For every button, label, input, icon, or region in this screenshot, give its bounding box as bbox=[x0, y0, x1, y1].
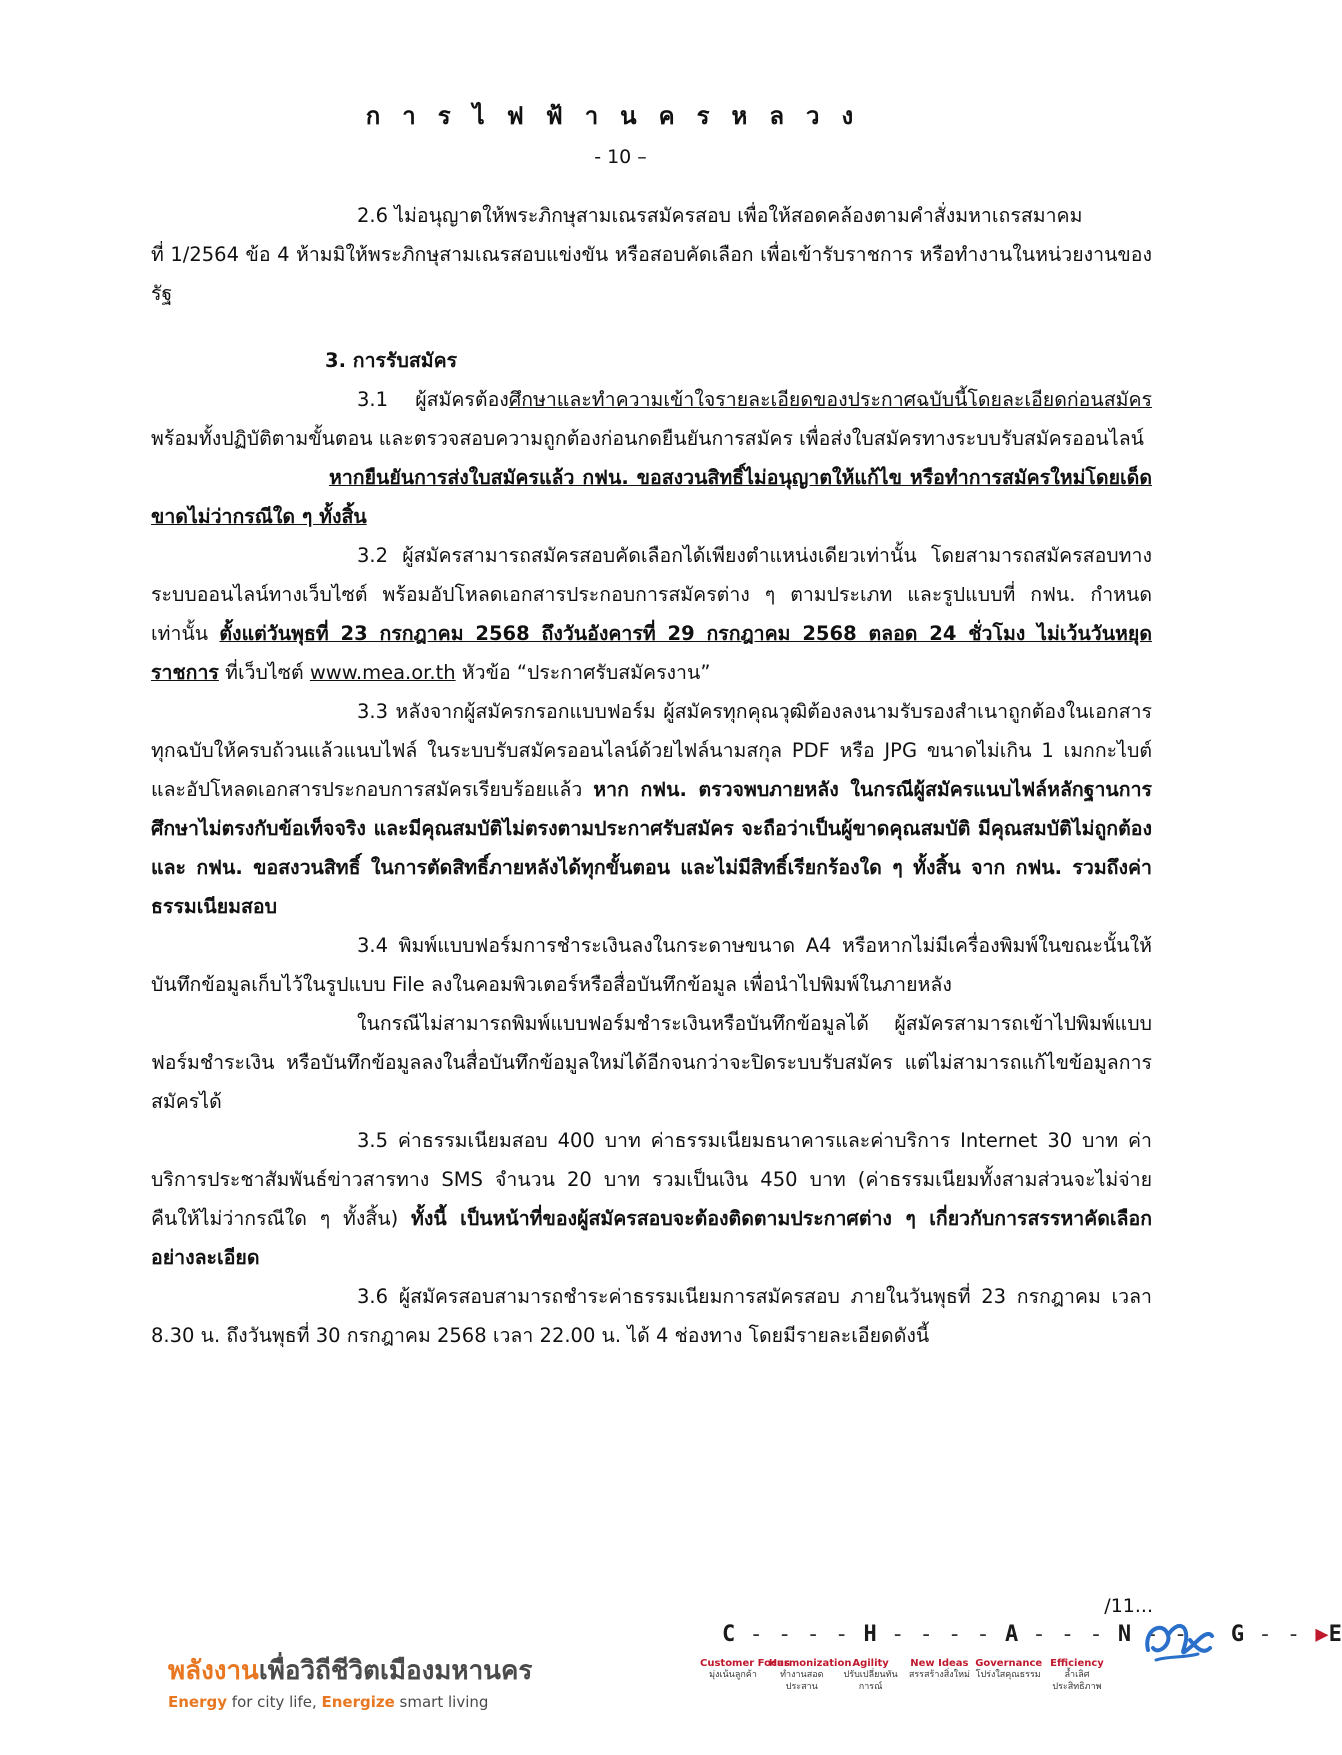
value-th: ทำงานสอดประสาน bbox=[780, 1670, 824, 1692]
value-en: Governance bbox=[975, 1658, 1043, 1669]
page-number: - 10 – bbox=[594, 146, 647, 168]
slogan-thai-dark: เพื่อวิถีชีวิตเมืองมหานคร bbox=[258, 1656, 533, 1686]
paragraph-3-6: 3.6 ผู้สมัครสอบสามารถชำระค่าธรรมเนียมการสมัครสอบ ภายในวันพุธที่ 23 กรกฎาคม เวลา 8.30 น. ถึงวันพุธที่ 30 กรกฎาคม 2568 เวลา 22.00 น. ได้ 4 ช่องทาง โดยมีรายละเอียดดังนี้ bbox=[151, 1285, 1152, 1347]
slogan-en-smart: smart living bbox=[394, 1693, 489, 1711]
paragraph-3-2-period: ตั้งแต่วันพุธที่ 23 กรกฎาคม 2568 ถึงวันอังคารที่ 29 กรกฎาคม 2568 ตลอด 24 ชั่วโมง ไม่เว้นวันหยุดราชการ bbox=[151, 622, 1152, 684]
paragraph-3-1 bbox=[151, 380, 1152, 458]
slogan-thai-orange: พลังงาน bbox=[168, 1656, 259, 1686]
change-values-logo bbox=[700, 1622, 1342, 1742]
change-letter-n: N bbox=[1117, 1622, 1132, 1647]
paragraph-3-2-c: หัวข้อ “ประกาศรับสมัครงาน” bbox=[455, 661, 711, 684]
paragraph-3-2-b: ที่เว็บไซต์ bbox=[218, 661, 310, 684]
continuation-marker: /11... bbox=[1104, 1595, 1153, 1617]
document-body bbox=[151, 196, 1152, 1355]
value-new-ideas bbox=[906, 1658, 972, 1693]
paragraph-3-1-prefix: 3.1 ผู้สมัครต้อง bbox=[357, 388, 509, 411]
paragraph-3-2 bbox=[151, 536, 1152, 692]
value-en: New Ideas bbox=[910, 1658, 969, 1669]
paragraph-3-4-cont: ในกรณีไม่สามารถพิมพ์แบบฟอร์มชำระเงินหรือบันทึกข้อมูลได้ ผู้สมัครสามารถเข้าไปพิมพ์แบบฟอร์มชำระเงิน หรือบันทึกข้อมูลลงในสื่อบันทึกข้อมูลใหม่ได้อีกจนกว่าจะปิดระบบรับสมัคร แต่ไม่สามารถแก้ไขข้อมูลการสมัครได้ bbox=[151, 1012, 1152, 1113]
paragraph-3-2-a: 3.2 ผู้สมัครสามารถสมัครสอบคัดเลือกได้เพียงตำแหน่งเดียวเท่านั้น โดยสามารถสมัครสอบทางระบบออนไลน์ทางเว็บไซต์ พร้อมอัปโหลดเอกสารประกอบการสมัครต่าง ๆ ตามประเภท และรูปแบบที่ กฟน. กำหนดเท่านั้น bbox=[151, 544, 1152, 645]
value-en: Efficiency bbox=[1050, 1658, 1104, 1669]
paragraph-2-6-line2: ที่ 1/2564 ข้อ 4 ห้ามมิให้พระภิกษุสามเณรสอบแข่งขัน หรือสอบคัดเลือก เพื่อเข้ารับราชการ หรือทำงานในหน่วยงานของรัฐ bbox=[151, 243, 1152, 305]
change-letter-a: A bbox=[1004, 1622, 1019, 1647]
section-3-heading: 3. การรับสมัคร bbox=[325, 349, 458, 372]
slogan-en-energize: Energize bbox=[321, 1693, 395, 1711]
value-en: Customer Focus bbox=[700, 1658, 790, 1669]
warning-text: หากยืนยันการส่งใบสมัครแล้ว กฟน. ขอสงวนสิทธิ์ไม่อนุญาตให้แก้ไข หรือทำการสมัครใหม่โดยเด็ดขาดไม่ว่ากรณีใด ๆ ทั้งสิ้น bbox=[151, 466, 1152, 528]
value-governance bbox=[975, 1658, 1041, 1693]
change-letter-c: C bbox=[722, 1622, 736, 1647]
slogan-en-energy: Energy bbox=[168, 1693, 228, 1711]
change-letter-e: E bbox=[1328, 1622, 1342, 1647]
value-efficiency bbox=[1044, 1658, 1110, 1693]
value-en: Harmonization bbox=[768, 1658, 852, 1669]
paragraph-3-4: 3.4 พิมพ์แบบฟอร์มการชำระเงินลงในกระดาษขนาด A4 หรือหากไม่มีเครื่องพิมพ์ในขณะนั้นให้บันทึกข้อมูลเก็บไว้ในรูปแบบ File ลงในคอมพิวเตอร์หรือสื่อบันทึกข้อมูล เพื่อนำไปพิมพ์ในภายหลัง bbox=[151, 934, 1152, 996]
paragraph-3-5 bbox=[151, 1121, 1152, 1277]
change-values-list bbox=[700, 1658, 1110, 1693]
slogan-en-city: for city life, bbox=[227, 1693, 322, 1711]
change-letter-g: G bbox=[1230, 1622, 1245, 1647]
paragraph-3-5-bold: ทั้งนี้ เป็นหน้าที่ของผู้สมัครสอบจะต้องติดตามประกาศต่าง ๆ เกี่ยวกับการสรรหาคัดเลือกอย่างละเอียด bbox=[151, 1207, 1152, 1269]
value-th: มุ่งเน้นลูกค้า bbox=[709, 1670, 757, 1680]
paragraph-2-6-line1: 2.6 ไม่อนุญาตให้พระภิกษุสามเณรสมัครสอบ เพื่อให้สอดคล้องตามคำสั่งมหาเถรสมาคม bbox=[357, 204, 1083, 227]
change-letters: C - - - - H - - - - A - - - N - - - G - - ▶E bbox=[722, 1622, 1342, 1647]
signature-logo-icon bbox=[1138, 1610, 1218, 1674]
paragraph-3-5-a: 3.5 ค่าธรรมเนียมสอบ 400 บาท ค่าธรรมเนียมธนาคารและค่าบริการ Internet 30 บาท ค่าบริการประชาสัมพันธ์ข่าวสารทาง SMS จำนวน 20 บาท รวมเป็นเงิน 450 บาท (ค่าธรรมเนียมทั้งสามส่วนจะไม่จ่ายคืนให้ไม่ว่ากรณีใด ๆ ทั้งสิ้น) bbox=[151, 1129, 1152, 1230]
arrow-icon: ▶ bbox=[1315, 1622, 1329, 1647]
change-letter-h: H bbox=[863, 1622, 877, 1647]
paragraph-3-3 bbox=[151, 692, 1152, 926]
value-customer-focus bbox=[700, 1658, 790, 1693]
slogan-english bbox=[168, 1693, 532, 1711]
paragraph-3-1-rest: พร้อมทั้งปฏิบัติตามขั้นตอน และตรวจสอบความถูกต้องก่อนกดยืนยันการสมัคร เพื่อส่งใบสมัครทางระบบรับสมัครออนไลน์ bbox=[151, 427, 1144, 450]
paragraph-3-3-a: 3.3 หลังจากผู้สมัครกรอกแบบฟอร์ม ผู้สมัครทุกคุณวุฒิต้องลงนามรับรองสำเนาถูกต้องในเอกสารทุกฉบับให้ครบถ้วนแล้วแนบไฟล์ ในระบบรับสมัครออนไลน์ด้วยไฟล์นามสกุล PDF หรือ JPG ขนาดไม่เกิน 1 เมกกะไบต์ และอัปโหลดเอกสารประกอบการสมัครเรียบร้อยแล้ว bbox=[151, 700, 1152, 801]
value-harmonization bbox=[768, 1658, 852, 1693]
mea-website-link[interactable]: www.mea.or.th bbox=[309, 661, 456, 684]
value-en: Agility bbox=[852, 1658, 889, 1669]
slogan-thai bbox=[168, 1650, 532, 1691]
organization-title: การไฟฟ้านครหลวง bbox=[365, 102, 876, 130]
footer-slogan bbox=[168, 1650, 532, 1711]
paragraph-3-3-bold: หาก กฟน. ตรวจพบภายหลัง ในกรณีผู้สมัครแนบไฟล์หลักฐานการศึกษาไม่ตรงกับข้อเท็จจริง และมีคุณสมบัติไม่ตรงตามประกาศรับสมัคร จะถือว่าเป็นผู้ขาดคุณสมบัติ มีคุณสมบัติไม่ถูกต้อง และ กฟน. ขอสงวนสิทธิ์ ในการตัดสิทธิ์ภายหลังได้ทุกขั้นตอน และไม่มีสิทธิ์เรียกร้องใด ๆ ทั้งสิ้น จาก กฟน. รวมถึงค่าธรรมเนียมสอบ bbox=[151, 778, 1152, 918]
value-th: ปรับเปลี่ยนทันการณ์ bbox=[843, 1670, 898, 1692]
value-th: สรรสร้างสิ่งใหม่ bbox=[908, 1670, 970, 1680]
value-agility bbox=[838, 1658, 904, 1693]
value-th: ล้ำเลิศประสิทธิภาพ bbox=[1052, 1670, 1102, 1692]
value-th: โปร่งใสคุณธรรม bbox=[975, 1670, 1041, 1680]
paragraph-3-1-underlined: ศึกษาและทำความเข้าใจรายละเอียดของประกาศฉบับนี้โดยละเอียดก่อนสมัคร bbox=[508, 388, 1152, 411]
